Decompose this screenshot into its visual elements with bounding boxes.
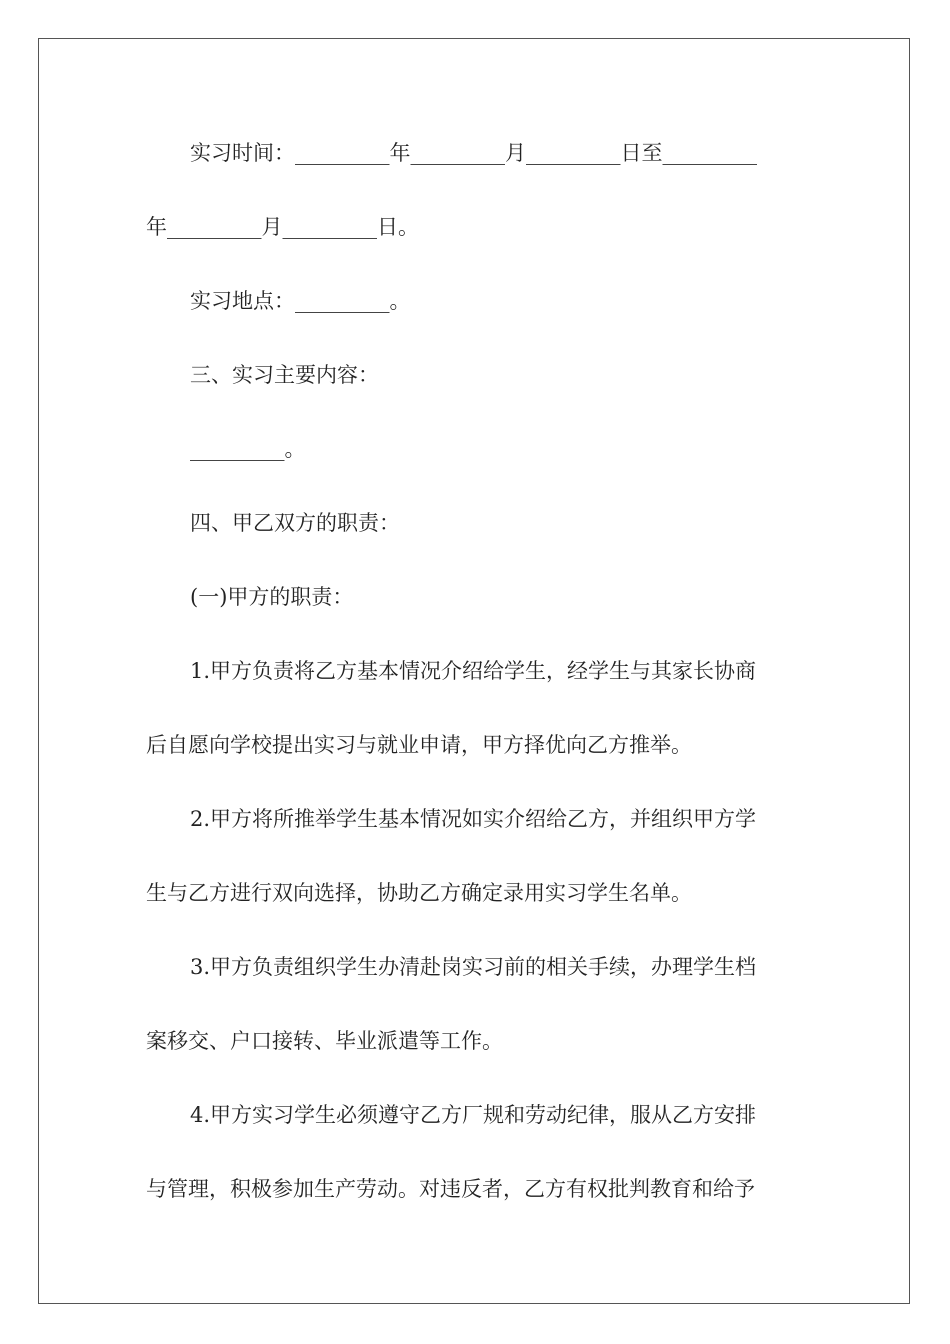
party-a-duties-heading: (一)甲方的职责： — [190, 585, 354, 609]
internship-time-line-cont: 年_________月_________日。 — [146, 215, 419, 239]
clause-2-line-1: 2.甲方将所推举学生基本情况如实介绍给乙方，并组织甲方学 — [190, 807, 757, 831]
main-content-blank: _________。 — [190, 437, 306, 461]
section-four-heading: 四、甲乙双方的职责： — [190, 511, 400, 535]
clause-1-line-1: 1.甲方负责将乙方基本情况介绍给学生，经学生与其家长协商 — [190, 659, 757, 683]
internship-location-line: 实习地点：_________。 — [190, 289, 411, 313]
clause-4-line-1: 4.甲方实习学生必须遵守乙方厂规和劳动纪律，服从乙方安排 — [190, 1103, 757, 1127]
internship-time-line: 实习时间：_________年_________月_________日至_________ — [190, 141, 757, 165]
clause-2-line-2: 生与乙方进行双向选择，协助乙方确定录用实习学生名单。 — [146, 881, 692, 905]
clause-3-line-2: 案移交、户口接转、毕业派遣等工作。 — [146, 1029, 503, 1053]
clause-3-line-1: 3.甲方负责组织学生办清赴岗实习前的相关手续，办理学生档 — [190, 955, 757, 979]
clause-1-line-2: 后自愿向学校提出实习与就业申请，甲方择优向乙方推举。 — [146, 733, 692, 757]
clause-4-line-2: 与管理，积极参加生产劳动。对违反者，乙方有权批判教育和给予 — [146, 1177, 755, 1201]
section-three-heading: 三、实习主要内容： — [190, 363, 379, 387]
